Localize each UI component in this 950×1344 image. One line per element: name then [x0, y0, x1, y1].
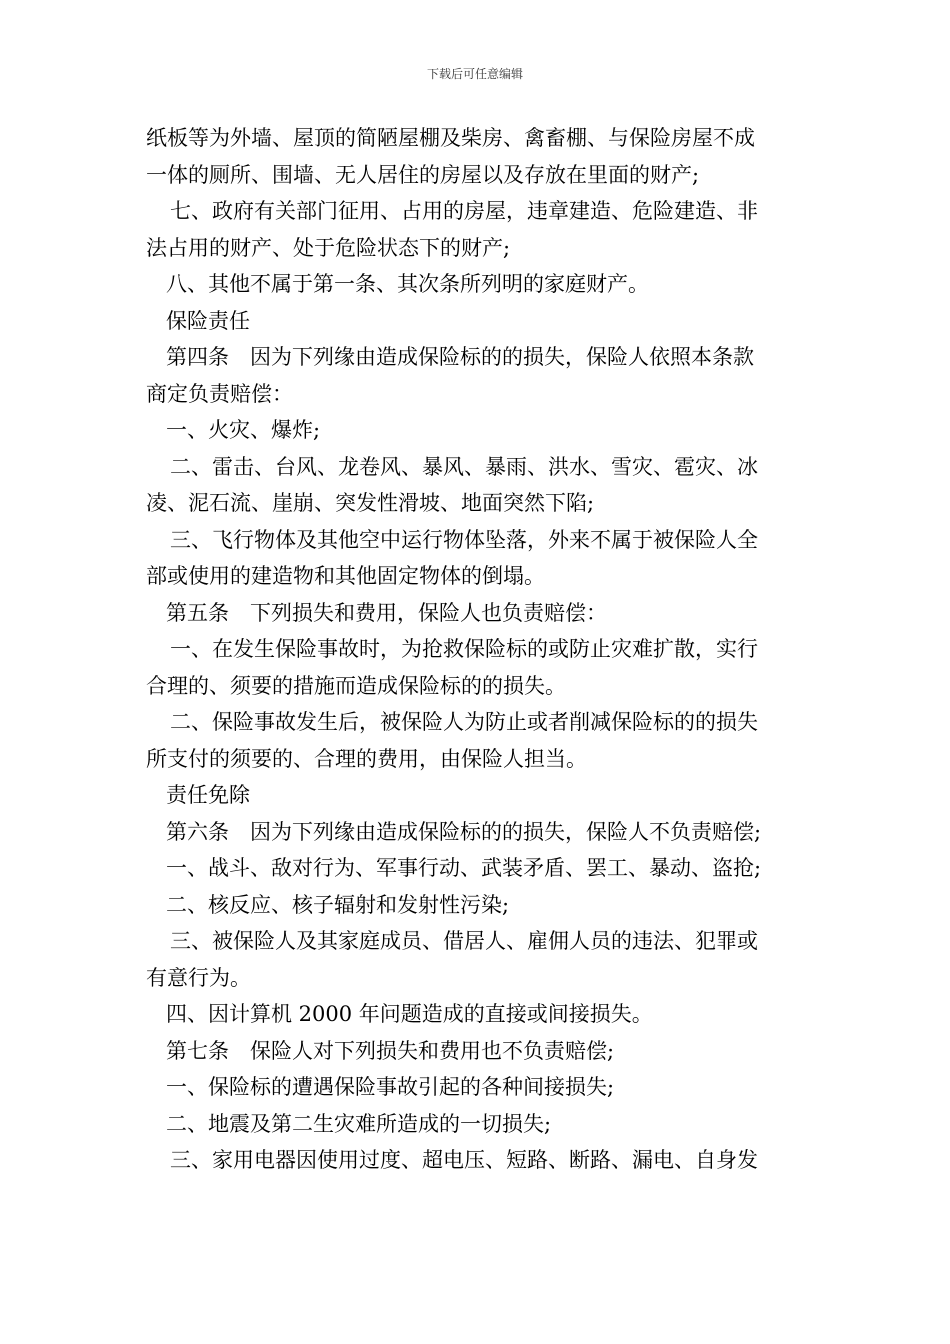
paragraph — [146, 120, 808, 193]
text-line: 法占用的财产、处于危险状态下的财产; — [146, 235, 511, 260]
text-line: 七、政府有关部门征用、占用的房屋，违章建造、危险建造、非 — [170, 199, 758, 223]
text-line: 责任免除 — [166, 783, 250, 807]
text-line: 二、雷击、台风、龙卷风、暴风、暴雨、洪水、雪灾、雹灾、冰 — [170, 454, 758, 479]
paragraph — [146, 1069, 808, 1106]
paragraph — [146, 449, 808, 522]
text-line: 三、飞行物体及其他空中运行物体坠落，外来不属于被保险人全 — [170, 527, 758, 552]
text-line: 第五条 下列损失和费用，保险人也负责赔偿： — [166, 600, 607, 625]
text-line: 二、地震及第二生灾难所造成的一切损失; — [166, 1111, 552, 1136]
paragraph — [146, 1033, 808, 1070]
text-line: 三、家用电器因使用过度、超电压、短路、断路、漏电、自身发 — [170, 1148, 758, 1172]
paragraph — [146, 303, 808, 340]
text-line: 凌、泥石流、崖崩、突发性滑坡、地面突然下陷; — [146, 491, 595, 515]
text-line: 商定负责赔偿： — [146, 381, 293, 406]
paragraph — [146, 266, 808, 303]
paragraph — [146, 777, 808, 814]
paragraph — [146, 595, 808, 632]
text-line: 有意行为。 — [146, 965, 251, 990]
text-line: 所支付的须要的、合理的费用，由保险人担当。 — [146, 746, 587, 771]
paragraph — [146, 412, 808, 449]
text-line: 八、其他不属于第一条、其次条所列明的家庭财产。 — [166, 272, 649, 296]
paragraph — [146, 631, 808, 704]
paragraph — [146, 193, 808, 266]
text-line: 一、保险标的遭遇保险事故引起的各种间接损失; — [166, 1075, 615, 1099]
document-body — [146, 120, 808, 1179]
text-line: 第六条 因为下列缘由造成保险标的的损失，保险人不负责赔偿; — [166, 819, 762, 844]
text-line: 第四条 因为下列缘由造成保险标的的损失，保险人依照本条款 — [166, 345, 754, 369]
text-line: 二、核反应、核子辐射和发射性污染; — [166, 892, 510, 917]
page-header: 下载后可任意编辑 — [426, 67, 523, 81]
paragraph — [146, 1106, 808, 1143]
paragraph — [146, 996, 808, 1033]
paragraph — [146, 887, 808, 924]
text-line: 四、因计算机 2000 年问题造成的直接或间接损失。 — [166, 1002, 653, 1026]
text-line: 部或使用的建造物和其他固定物体的倒塌。 — [146, 564, 545, 588]
text-line: 合理的、须要的措施而造成保险标的的损失。 — [146, 673, 566, 698]
paragraph — [146, 522, 808, 595]
text-line: 保险责任 — [166, 308, 250, 333]
text-line: 二、保险事故发生后，被保险人为防止或者削减保险标的的损失 — [170, 710, 758, 734]
text-line: 纸板等为外墙、屋顶的简陋屋棚及柴房、禽畜棚、与保险房屋不成 — [146, 126, 755, 150]
paragraph — [146, 1142, 808, 1179]
paragraph — [146, 923, 808, 996]
text-line: 一、战斗、敌对行为、军事行动、武装矛盾、罢工、暴动、盗抢; — [166, 856, 762, 880]
text-line: 第七条 保险人对下列损失和费用也不负责赔偿; — [166, 1038, 615, 1063]
paragraph — [146, 814, 808, 851]
paragraph — [146, 850, 808, 887]
text-line: 一、火灾、爆炸; — [166, 418, 321, 442]
text-line: 一、在发生保险事故时，为抢救保险标的或防止灾难扩散，实行 — [170, 637, 758, 661]
paragraph — [146, 339, 808, 412]
text-line: 三、被保险人及其家庭成员、借居人、雇佣人员的违法、犯罪或 — [170, 929, 758, 953]
text-line: 一体的厕所、围墙、无人居住的房屋以及存放在里面的财产; — [146, 162, 700, 187]
paragraph — [146, 704, 808, 777]
